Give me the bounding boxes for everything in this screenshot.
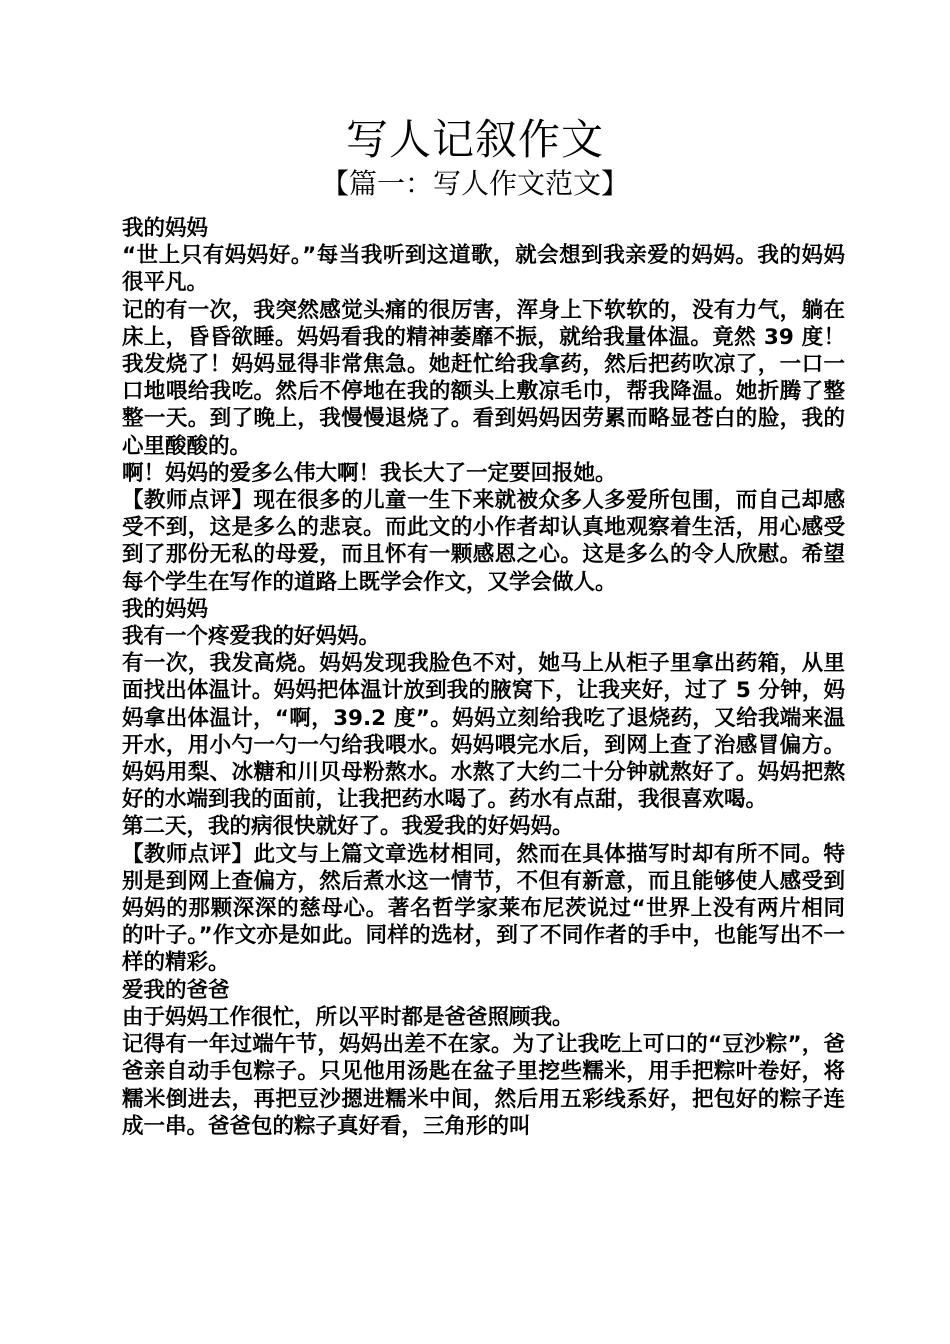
paragraph: 我有一个疼爱我的好妈妈。 bbox=[122, 624, 381, 650]
paragraph: 记的有一次，我突然感觉头痛的很厉害，浑身上下软软的，没有力气，躺在床上，昏昏欲睡。妈妈看我的精神萎靡不振，就给我量体温。竟然 39 度！我发烧了！妈妈显得非常焦急。她赶忙给我拿药，然后把药吹凉了，一口一口地喂给我吃。然后不停地在我的额头上敷凉毛巾，帮我降温。她折腾了整整一天。到了晚上，我慢慢退烧了。看到妈妈因劳累而略显苍白的脸，我的心里酸酸的。 bbox=[122, 297, 845, 459]
paragraph: 由于妈妈工作很忙，所以平时都是爸爸照顾我。 bbox=[122, 1004, 574, 1030]
document-title: 写人记叙作文 bbox=[345, 115, 604, 164]
teacher-comment-2: 【教师点评】此文与上篇文章选材相同，然而在具体描写时却有所不同。特别是到网上查偏方，然后煮水这一情节，不但有新意，而且能够使人感受到妈妈的那颗深深的慈母心。著名哲学家莱布尼茨说过“世界上没有两片相同的叶子。”作文亦是如此。同样的选材，到了不同作者的手中，也能写出不一样的精彩。 bbox=[122, 841, 845, 976]
paragraph: 记得有一年过端午节，妈妈出差不在家。为了让我吃上可口的“豆沙粽”，爸爸亲自动手包粽子。只见他用汤匙在盆子里挖些糯米，用手把粽叶卷好，将糯米倒进去，再把豆沙摁进糯米中间，然后用五彩线系好，把包好的粽子连成一串。爸爸包的粽子真好看，三角形的叫 bbox=[122, 1032, 845, 1139]
teacher-comment-1: 【教师点评】现在很多的儿童一生下来就被众多人多爱所包围，而自己却感受不到，这是多么的悲哀。而此文的小作者却认真地观察着生活，用心感受到了那份无私的母爱，而且怀有一颗感恩之心。这是多么的令人欣慰。希望每个学生在写作的道路上既学会作文，又学会做人。 bbox=[122, 488, 845, 595]
paragraph: 啊！妈妈的爱多么伟大啊！我长大了一定要回报她。 bbox=[122, 460, 617, 486]
document-subtitle: 【篇一：写人作文范文】 bbox=[320, 167, 629, 200]
paragraph: 第二天，我的病很快就好了。我爱我的好妈妈。 bbox=[122, 814, 574, 840]
paragraph: “世上只有妈妈好。”每当我听到这道歌，就会想到我亲爱的妈妈。我的妈妈很平凡。 bbox=[122, 243, 845, 296]
document-body bbox=[115, 215, 845, 1140]
section-heading-my-mom-2: 我的妈妈 bbox=[122, 596, 209, 622]
section-heading-my-mom-1: 我的妈妈 bbox=[122, 216, 209, 241]
section-heading-dad: 爱我的爸爸 bbox=[122, 977, 230, 1003]
paragraph: 有一次，我发高烧。妈妈发现我脸色不对，她马上从柜子里拿出药箱，从里面找出体温计。妈妈把体温计放到我的腋窝下，让我夹好，过了 5 分钟，妈妈拿出体温计，“啊，39.2 度”。妈妈立刻给我吃了退烧药，又给我端来温开水，用小勺一勺一勺给我喂水。妈妈喂完水后，到网上查了治感冒偏方。妈妈用梨、冰糖和川贝母粉熬水。水熬了大约二十分钟就熬好了。妈妈把熬好的水端到我的面前，让我把药水喝了。药水有点甜，我很喜欢喝。 bbox=[122, 651, 845, 813]
